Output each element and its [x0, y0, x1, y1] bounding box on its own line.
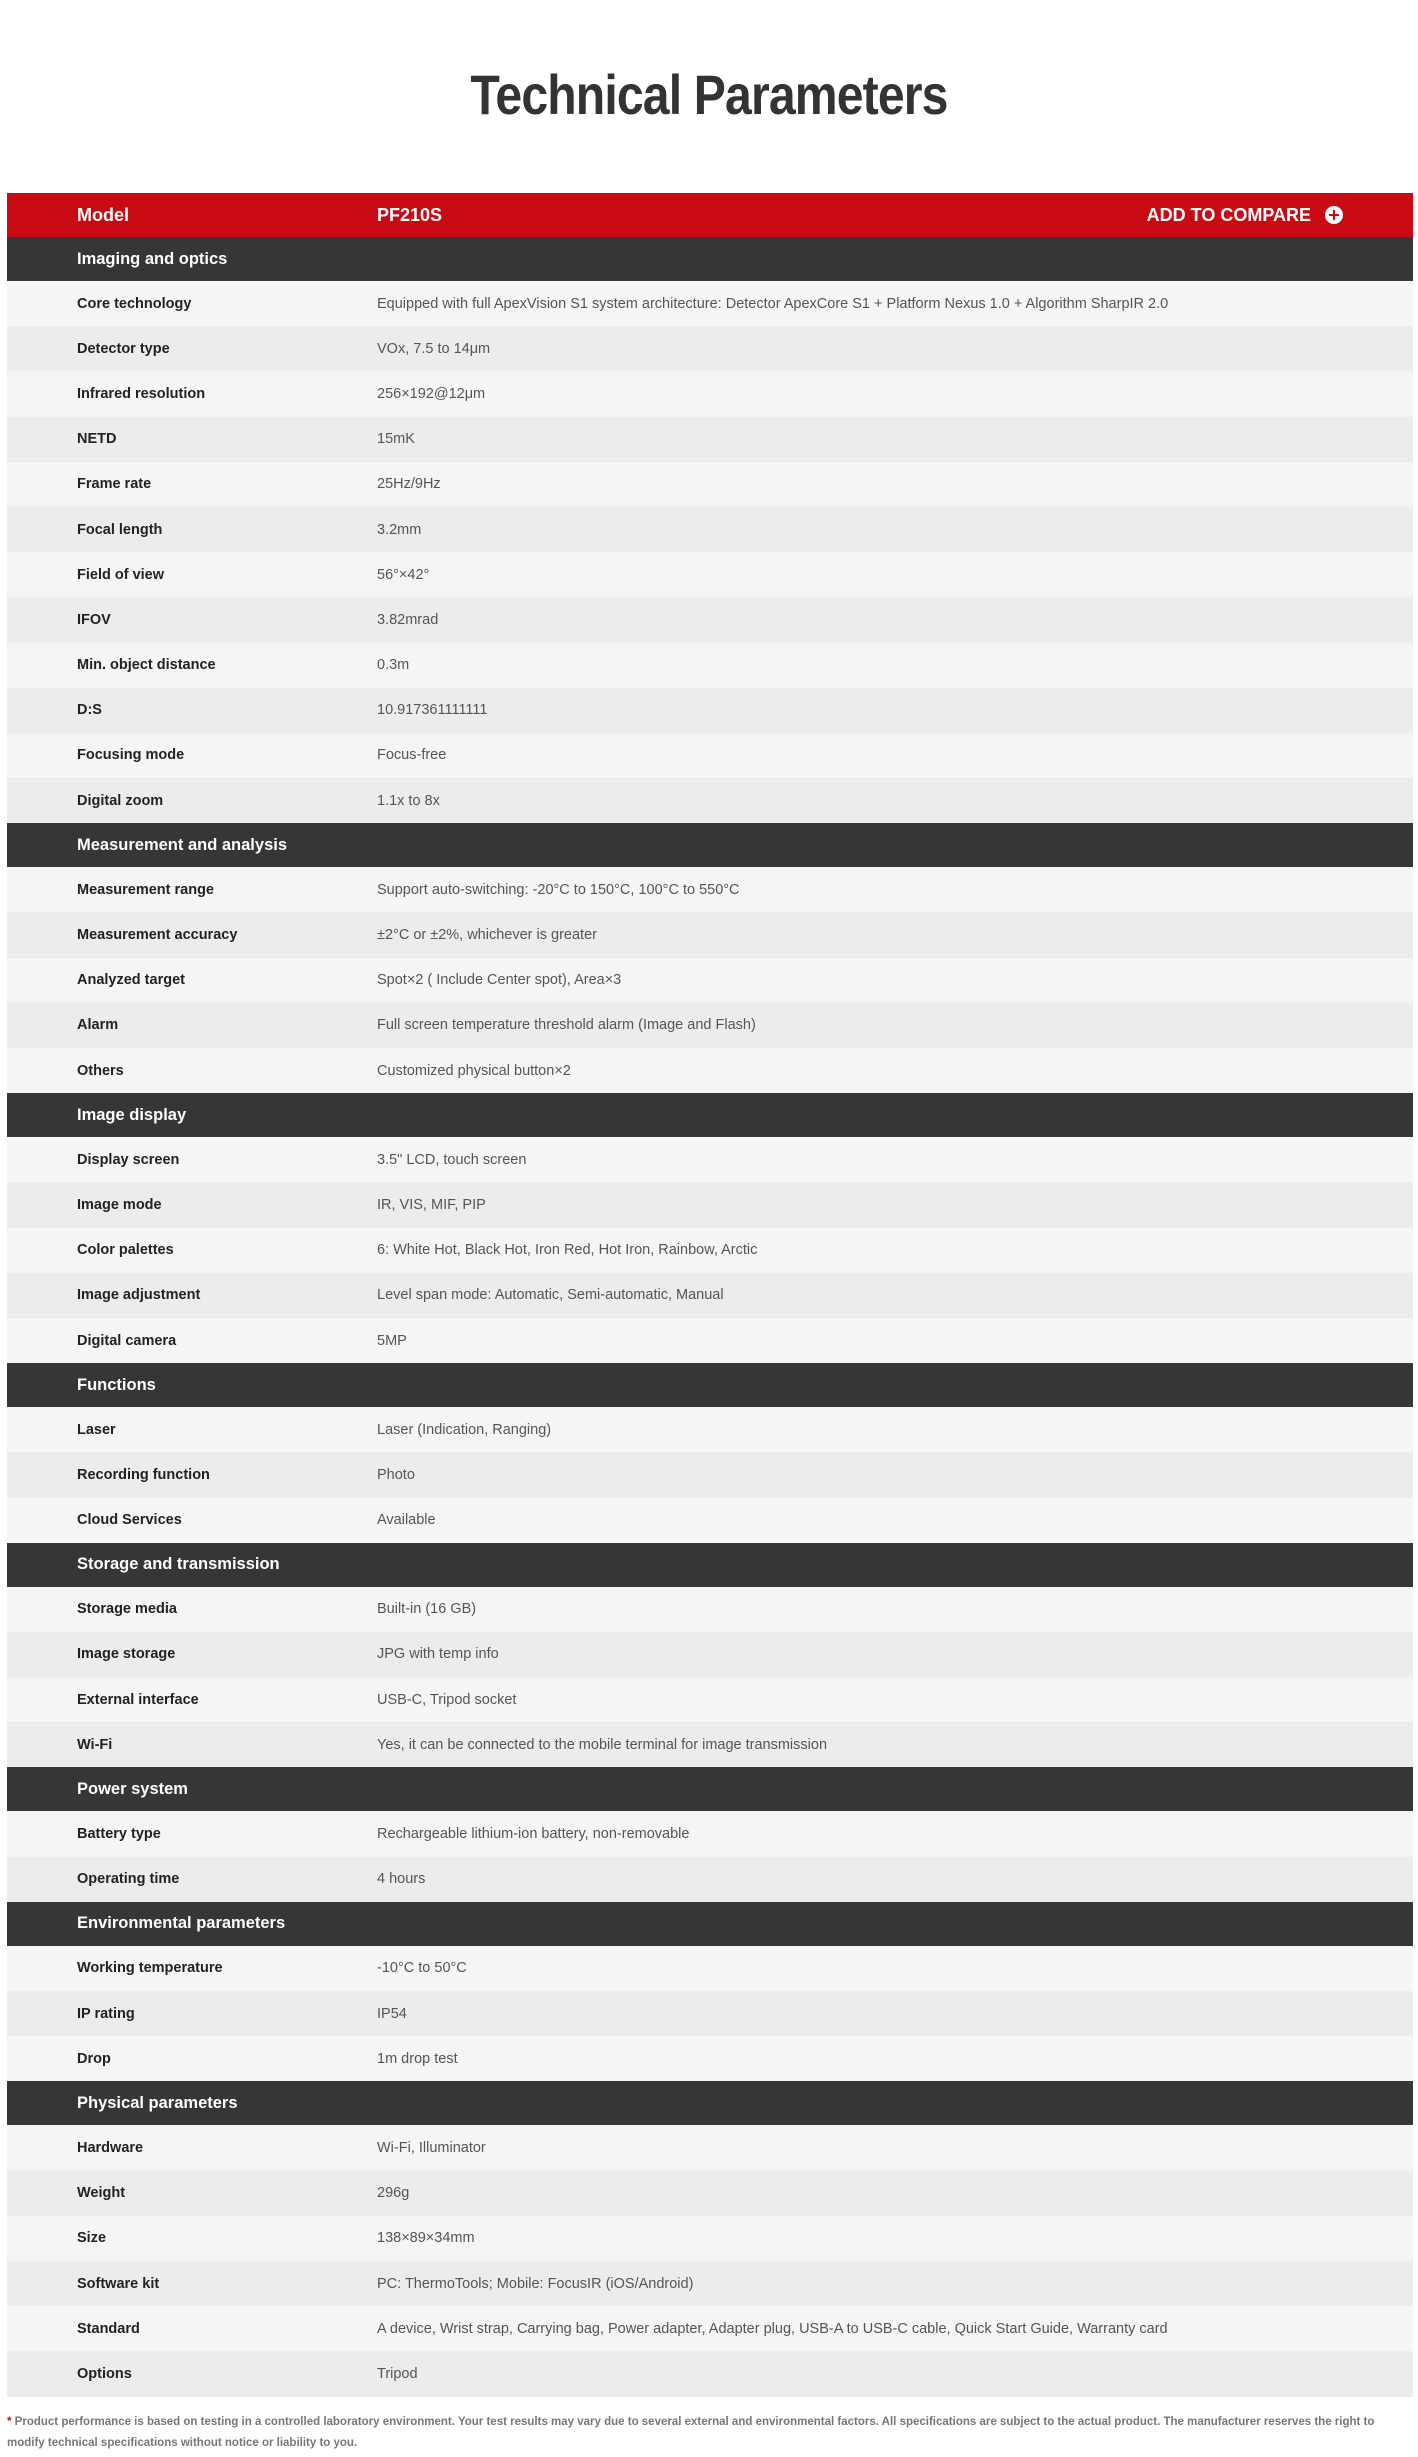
table-row: [7, 1182, 1413, 1227]
param-value: IR, VIS, MIF, PIP: [377, 1196, 486, 1213]
param-label: Image mode: [77, 1196, 162, 1213]
table-row: [7, 688, 1413, 733]
param-value: -10°C to 50°C: [377, 1960, 467, 1977]
param-value: 1m drop test: [377, 2050, 458, 2067]
table-row: [7, 1498, 1413, 1543]
param-value: 256×192@12μm: [377, 385, 486, 402]
param-value: 25Hz/9Hz: [377, 476, 441, 493]
param-label: Measurement accuracy: [77, 927, 238, 944]
param-value: IP54: [377, 2005, 407, 2022]
param-label: Others: [77, 1062, 124, 1079]
param-label: Frame rate: [77, 476, 152, 493]
param-value: Spot×2 ( Include Center spot), Area×3: [377, 972, 622, 989]
param-value: Tripod: [377, 2365, 418, 2382]
param-label: Storage media: [77, 1601, 177, 1618]
section-header: [7, 1767, 1413, 1811]
table-row: [7, 326, 1413, 371]
table-row: [7, 778, 1413, 823]
param-label: Digital camera: [77, 1332, 177, 1349]
section-title: Physical parameters: [77, 2093, 238, 2112]
param-label: Working temperature: [77, 1960, 223, 1977]
param-label: Image storage: [77, 1646, 176, 1663]
table-row: [7, 597, 1413, 642]
param-value: Built-in (16 GB): [377, 1601, 477, 1618]
param-value: 4 hours: [377, 1871, 426, 1888]
header-model-name: PF210S: [377, 204, 443, 225]
param-label: IP rating: [77, 2005, 135, 2022]
header-model-label: Model: [77, 204, 129, 225]
param-label: Detector type: [77, 340, 170, 357]
param-value: JPG with temp info: [377, 1646, 499, 1663]
param-label: Core technology: [77, 295, 192, 312]
table-row: [7, 2036, 1413, 2081]
param-value: Equipped with full ApexVision S1 system architecture: Detector ApexCore S1 + Platform Nexus 1.0 + Algorithm SharpIR 2.0: [377, 295, 1169, 312]
section-header: [7, 2081, 1413, 2125]
param-label: Battery type: [77, 1826, 161, 1843]
section-title: Storage and transmission: [77, 1555, 280, 1574]
param-label: Size: [77, 2230, 107, 2247]
param-value: 3.2mm: [377, 521, 422, 538]
param-value: VOx, 7.5 to 14μm: [377, 340, 491, 357]
param-label: NETD: [77, 431, 117, 448]
param-label: Operating time: [77, 1871, 180, 1888]
param-value: Customized physical button×2: [377, 1062, 571, 1079]
param-value: Wi-Fi, Illuminator: [377, 2139, 486, 2156]
param-value: 3.5" LCD, touch screen: [377, 1151, 527, 1168]
section-title: Imaging and optics: [77, 249, 228, 268]
table-row: [7, 1137, 1413, 1182]
param-label: Alarm: [77, 1017, 119, 1034]
param-label: Options: [77, 2365, 132, 2382]
param-value: 138×89×34mm: [377, 2230, 475, 2247]
param-label: IFOV: [77, 611, 111, 628]
param-label: Cloud Services: [77, 1512, 182, 1529]
section-title: Image display: [77, 1105, 187, 1124]
table-row: [7, 1677, 1413, 1722]
param-label: Recording function: [77, 1466, 210, 1483]
table-row: [7, 371, 1413, 416]
table-row: [7, 1857, 1413, 1902]
table-row: [7, 1946, 1413, 1991]
param-value: 10.917361111111: [377, 702, 488, 719]
table-row: [7, 1273, 1413, 1318]
section-header: [7, 823, 1413, 867]
param-value: PC: ThermoTools; Mobile: FocusIR (iOS/Android): [377, 2275, 694, 2292]
param-label: Wi-Fi: [77, 1736, 113, 1753]
specs-table: [7, 193, 1413, 2397]
page-title: Technical Parameters: [470, 63, 948, 126]
table-row: [7, 1811, 1413, 1856]
param-label: Software kit: [77, 2275, 160, 2292]
add-to-compare-label: ADD TO COMPARE: [1146, 204, 1311, 225]
table-row: [7, 2261, 1413, 2306]
table-row: [7, 867, 1413, 912]
param-value: 5MP: [377, 1332, 407, 1349]
table-row: [7, 912, 1413, 957]
footnote-text: Product performance is based on testing in a controlled laboratory environment. Your test results may vary due to several external and environmental factors. All specifications are subject to the actual product. The manufacturer reserves the right to modify technical specifications without notice or liability to you.: [7, 2416, 1375, 2449]
table-row: [7, 552, 1413, 597]
table-row: [7, 1003, 1413, 1048]
table-row: [7, 1991, 1413, 2036]
param-label: Digital zoom: [77, 792, 164, 809]
table-row: [7, 507, 1413, 552]
table-row: [7, 1452, 1413, 1497]
param-value: 296g: [377, 2185, 410, 2202]
param-value: USB-C, Tripod socket: [377, 1691, 517, 1708]
param-value: 6: White Hot, Black Hot, Iron Red, Hot Iron, Rainbow, Arctic: [377, 1242, 758, 1259]
param-label: Field of view: [77, 566, 165, 583]
param-value: Level span mode: Automatic, Semi-automatic, Manual: [377, 1287, 724, 1304]
section-title: Measurement and analysis: [77, 835, 288, 854]
param-label: Min. object distance: [77, 657, 216, 674]
table-row: [7, 2306, 1413, 2351]
footnote-star: *: [7, 2416, 12, 2428]
param-value: ±2°C or ±2%, whichever is greater: [377, 927, 597, 944]
table-header: [7, 193, 1413, 237]
param-label: Color palettes: [77, 1242, 174, 1259]
section-title: Environmental parameters: [77, 1914, 286, 1933]
param-label: Standard: [77, 2320, 140, 2337]
add-to-compare-button[interactable]: [1147, 205, 1343, 226]
param-label: Laser: [77, 1421, 116, 1438]
section-header: [7, 1902, 1413, 1946]
table-row: [7, 1228, 1413, 1273]
table-row: [7, 1407, 1413, 1452]
table-row: [7, 2216, 1413, 2261]
param-label: Image adjustment: [77, 1287, 201, 1304]
table-row: [7, 733, 1413, 778]
param-label: Focusing mode: [77, 747, 185, 764]
section-header: [7, 1093, 1413, 1137]
param-value: 1.1x to 8x: [377, 792, 440, 809]
section-header: [7, 1543, 1413, 1587]
param-value: Support auto-switching: -20°C to 150°C, 100°C to 550°C: [377, 881, 740, 898]
section-header: [7, 237, 1413, 281]
param-value: A device, Wrist strap, Carrying bag, Power adapter, Adapter plug, USB-A to USB-C cable, Quick Start Guide, Warranty card: [377, 2320, 1168, 2337]
table-row: [7, 2171, 1413, 2216]
param-value: 3.82mrad: [377, 611, 439, 628]
table-row: [7, 2125, 1413, 2170]
param-label: Hardware: [77, 2139, 144, 2156]
param-value: Available: [377, 1512, 436, 1529]
param-value: Laser (Indication, Ranging): [377, 1421, 552, 1438]
table-row: [7, 281, 1413, 326]
table-row: [7, 1318, 1413, 1363]
sections-container: [7, 237, 1413, 2397]
param-value: Photo: [377, 1466, 415, 1483]
param-value: 15mK: [377, 431, 415, 448]
param-value: 56°×42°: [377, 566, 430, 583]
table-row: [7, 417, 1413, 462]
plus-circle-icon: [1325, 206, 1343, 224]
param-label: Drop: [77, 2050, 111, 2067]
param-label: Infrared resolution: [77, 385, 206, 402]
table-row: [7, 462, 1413, 507]
param-value: 0.3m: [377, 657, 410, 674]
table-row: [7, 1587, 1413, 1632]
table-row: [7, 1632, 1413, 1677]
section-title: Power system: [77, 1779, 188, 1798]
param-label: Analyzed target: [77, 972, 185, 989]
param-label: External interface: [77, 1691, 199, 1708]
footnote: [7, 2412, 1411, 2454]
table-row: [7, 643, 1413, 688]
table-row: [7, 958, 1413, 1003]
table-row: [7, 1722, 1413, 1767]
table-row: [7, 2351, 1413, 2396]
section-title: Functions: [77, 1375, 156, 1394]
param-label: Display screen: [77, 1151, 180, 1168]
param-value: Yes, it can be connected to the mobile terminal for image transmission: [377, 1736, 828, 1753]
param-label: Focal length: [77, 521, 163, 538]
param-value: Focus-free: [377, 747, 447, 764]
param-label: Weight: [77, 2185, 126, 2202]
param-value: Full screen temperature threshold alarm (Image and Flash): [377, 1017, 756, 1034]
section-header: [7, 1363, 1413, 1407]
table-row: [7, 1048, 1413, 1093]
param-value: Rechargeable lithium-ion battery, non-removable: [377, 1826, 690, 1843]
param-label: Measurement range: [77, 881, 214, 898]
param-label: D:S: [77, 702, 102, 719]
